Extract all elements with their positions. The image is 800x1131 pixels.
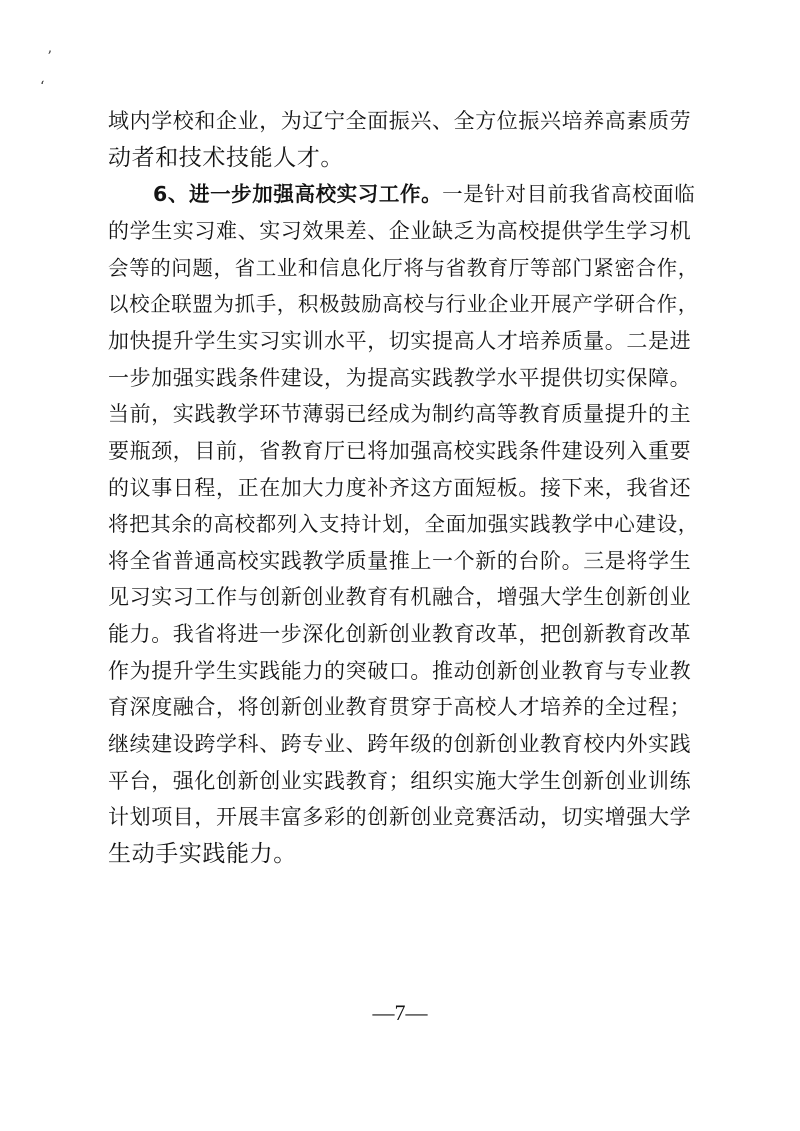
scan-artifact-mark: ʼ [47, 49, 52, 65]
text-line [108, 326, 691, 356]
text-line [108, 106, 691, 136]
line-text: 一步加强实践条件建设，为提高实践教学水平提供切实保障。 [108, 365, 692, 390]
page-number: —7— [372, 1000, 428, 1025]
line-text: 见习实习工作与创新创业教育有机融合，增强大学生创新创业 [108, 585, 692, 610]
text-line [108, 253, 699, 283]
text-line [108, 473, 691, 503]
line-text: 会等的问题，省工业和信息化厅将与省教育厅等部门紧密合作， [108, 255, 699, 280]
text-line [108, 692, 691, 722]
line-text: 作为提升学生实践能力的突破口。推动创新创业教育与专业教 [108, 658, 692, 683]
text-line [108, 363, 691, 393]
text-line [108, 802, 691, 832]
line-text: 以校企联盟为抓手，积极鼓励高校与行业企业开展产学研合作， [108, 292, 699, 317]
line-text: 一是针对目前我省高校面临 [442, 182, 696, 207]
text-line [108, 619, 691, 649]
text-line [108, 143, 344, 173]
line-text: 当前，实践教学环节薄弱已经成为制约高等教育质量提升的主 [108, 402, 692, 427]
text-line [108, 656, 691, 686]
text-line [108, 216, 691, 246]
text-line [108, 509, 699, 539]
line-text: 将全省普通高校实践教学质量推上一个新的台阶。三是将学生 [108, 548, 692, 573]
scan-artifact-mark: ʻ [40, 79, 45, 95]
line-text: 育深度融合，将创新创业教育贯穿于高校人才培养的全过程； [108, 695, 692, 720]
text-line [108, 546, 691, 576]
text-line [108, 766, 691, 796]
line-text: 的学生实习难、实习效果差、企业缺乏为高校提供学生学习机 [108, 218, 692, 243]
paragraph-heading-line [153, 179, 695, 209]
text-line [108, 729, 691, 759]
line-text: 要瓶颈，目前，省教育厅已将加强高校实践条件建设列入重要 [108, 438, 692, 463]
line-text: 加快提升学生实习实训水平，切实提高人才培养质量。二是进 [108, 328, 692, 353]
line-text: 计划项目，开展丰富多彩的创新创业竞赛活动，切实增强大学 [108, 805, 692, 830]
line-text: 生动手实践能力。 [108, 841, 297, 867]
line-text: 将把其余的高校都列入支持计划，全面加强实践教学中心建设， [108, 512, 699, 537]
text-line [108, 436, 691, 466]
line-text: 能力。我省将进一步深化创新创业教育改革，把创新教育改革 [108, 622, 692, 647]
line-text: 动者和技术技能人才。 [108, 144, 344, 171]
line-text: 平台，强化创新创业实践教育；组织实施大学生创新创业训练 [108, 768, 692, 793]
section-heading: 6、进一步加强高校实习工作。 [153, 182, 443, 207]
line-text: 的议事日程，正在加大力度补齐这方面短板。接下来，我省还 [108, 475, 692, 500]
text-line [108, 399, 691, 429]
line-text: 继续建设跨学科、跨专业、跨年级的创新创业教育校内外实践 [108, 732, 692, 757]
line-text: 域内学校和企业，为辽宁全面振兴、全方位振兴培养高素质劳 [108, 109, 692, 133]
text-line [108, 582, 691, 612]
text-line [108, 289, 699, 319]
text-line [108, 839, 297, 869]
